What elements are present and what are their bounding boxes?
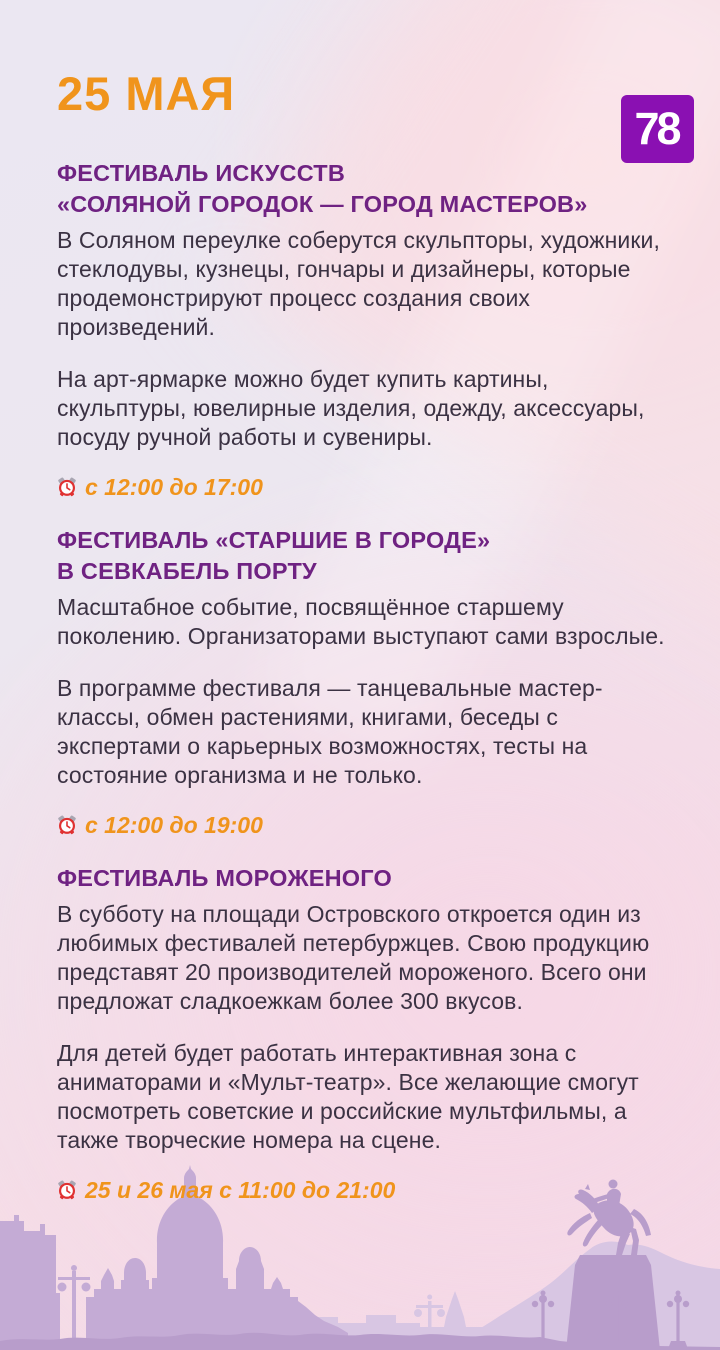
date-title: 25 МАЯ	[57, 70, 692, 118]
event-title-line: «СОЛЯНОЙ ГОРОДОК — ГОРОД МАСТЕРОВ»	[57, 189, 687, 220]
event-time-text: с 12:00 до 17:00	[85, 475, 263, 499]
event-time-text: 25 и 26 мая с 11:00 до 21:00	[85, 1178, 395, 1202]
event-paragraph: На арт-ярмарке можно будет купить картины, скульптуры, ювелирные изделия, одежду, аксессуары, посуду ручной работы и сувениры.	[57, 365, 681, 452]
event-title	[57, 525, 687, 587]
event-paragraph: В Соляном переулке соберутся скульпторы, художники, стеклодувы, кузнецы, гончары и дизайнеры, которые продемонстрируют процесс создания своих произведений.	[57, 226, 681, 342]
event-title-line: ФЕСТИВАЛЬ «СТАРШИЕ В ГОРОДЕ»	[57, 525, 687, 556]
event-time	[57, 1178, 692, 1202]
alarm-clock-icon	[57, 815, 77, 835]
event-paragraph: Для детей будет работать интерактивная зона с аниматорами и «Мульт-театр». Все желающие смогут посмотреть советские и российские мультфильмы, а также творческие номера на сцене.	[57, 1039, 681, 1155]
alarm-clock-icon	[57, 1180, 77, 1200]
event-title-line: ФЕСТИВАЛЬ ИСКУССТВ	[57, 158, 687, 189]
event-paragraph: В программе фестиваля — танцевальные мастер-классы, обмен растениями, книгами, беседы с экспертами о карьерных возможностях, тесты на состояние организма и не только.	[57, 674, 681, 790]
event-section	[57, 863, 692, 1202]
horseman-pedestal	[566, 1255, 660, 1350]
event-title-line: В СЕВКАБЕЛЬ ПОРТУ	[57, 556, 687, 587]
channel-78-logo	[621, 95, 694, 163]
event-paragraph: В субботу на площади Островского откроется один из любимых фестивалей петербуржцев. Свою продукцию представят 20 производителей мороженого. Всего они предложат сладкоежкам более 300 вкусов.	[57, 900, 681, 1016]
channel-78-logo-text: 78	[634, 103, 680, 155]
event-time	[57, 475, 692, 499]
event-title	[57, 158, 687, 220]
event-title	[57, 863, 687, 894]
event-title-line: ФЕСТИВАЛЬ МОРОЖЕНОГО	[57, 863, 687, 894]
event-paragraph: Масштабное событие, посвящённое старшему поколению. Организаторами выступают сами взрослые.	[57, 593, 681, 651]
event-time	[57, 813, 692, 837]
event-section	[57, 525, 692, 837]
event-section	[57, 158, 692, 499]
event-poster	[0, 70, 720, 1202]
event-time-text: с 12:00 до 19:00	[85, 813, 263, 837]
alarm-clock-icon	[57, 477, 77, 497]
